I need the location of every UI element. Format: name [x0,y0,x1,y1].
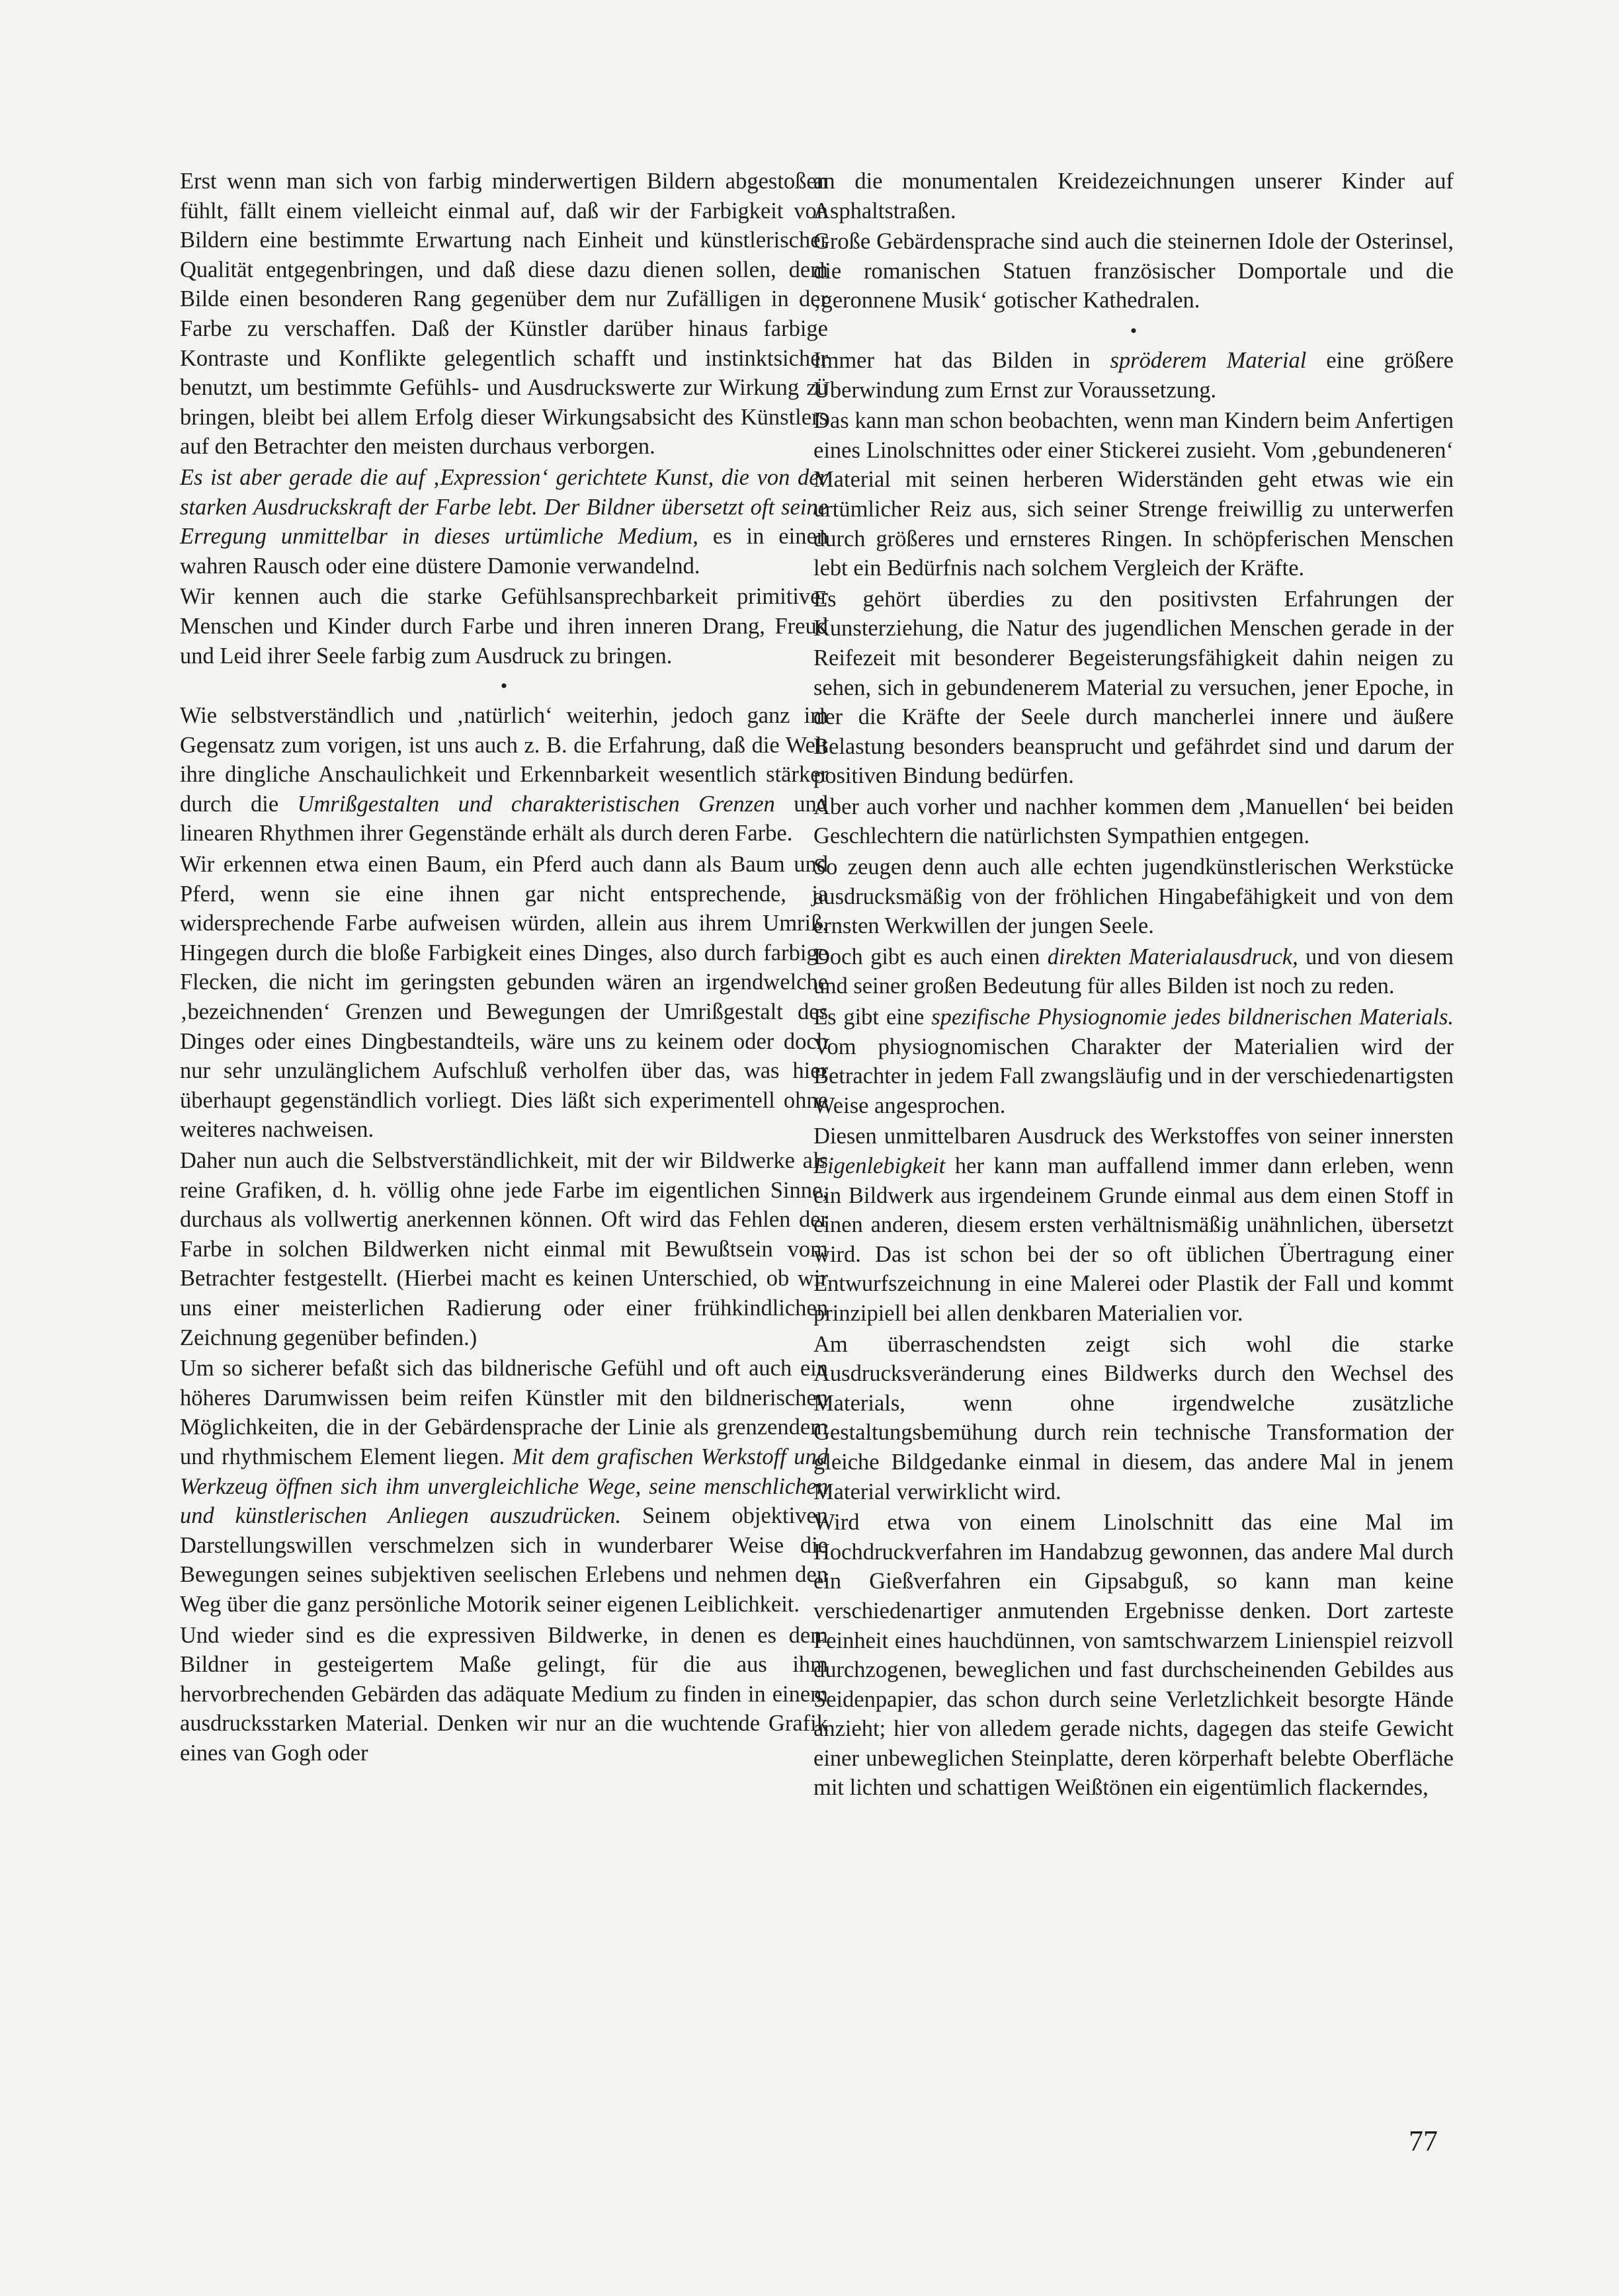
section-separator: • [1130,319,1138,342]
paragraph: an die monumentalen Kreidezeichnungen unserer Kinder auf Asphaltstraßen. [813,169,1454,224]
paragraph: Immer hat das Bilden in spröderem Material eine größere Überwindung zum Ernst zur Voraussetzung. [813,347,1454,403]
italic-text: Mit dem grafischen Werkstoff und Werkzeug öffnen sich ihm unvergleichliche Wege, seine menschlichen und künstlerischen Anliegen auszudrücken. [180,1444,828,1529]
paragraph: Daher nun auch die Selbstverständlichkeit, mit der wir Bildwerke als reine Grafiken, d. h. völlig ohne jede Farbe im eigentlichen Sinne, durchaus als vollwertig anerkennen können. Oft wird das Fehlen der Farbe in solchen Bildwerken nicht einmal mit Bewußtsein vom Betrachter festgestellt. (Hierbei macht es keinen Unterschied, ob wir uns einer meisterlichen Radierung oder einer frühkindlichen Zeichnung gegenüber befinden.) [180,1148,828,1350]
paragraph: Es ist aber gerade die auf ‚Expression‘ gerichtete Kunst, die von der starken Ausdruckskraft der Farbe lebt. Der Bildner übersetzt oft seine Erregung unmittelbar in dieses urtümliche Medium, es in einen wahren Rausch oder eine düstere Damonie verwandelnd. [180,464,829,579]
paragraph: Wir erkennen etwa einen Baum, ein Pferd auch dann als Baum und Pferd, wenn sie eine ihnen gar nicht entsprechende, ja widersprechende Farbe aufweisen würden, allein aus ihrem Umriß. Hingegen durch die bloße Farbigkeit eines Dinges, also durch farbige Flecken, die nicht im geringsten gebunden wären an irgendwelche ‚bezeichnenden‘ Grenzen und Bewegungen der Umrißgestalt des Dinges oder eines Dingbestandteils, wäre uns zu keinem oder doch nur sehr unzulänglichem Aufschluß verholfen über das, was hier überhaupt gegenständlich vorliegt. Dies läßt sich experimentell ohne weiteres nachweisen. [180,852,828,1143]
left-column [180,167,828,1769]
paragraph: Am überraschendsten zeigt sich wohl die starke Ausdrucksveränderung eines Bildwerks durch den Wechsel des Materials, wenn ohne irgendwelche zusätzliche Gestaltungsbemühung durch rein technische Transformation der gleiche Bildgedanke einmal in diesem, das andere Mal in jenem Material verwirklicht wird. [813,1331,1454,1504]
paragraph: Doch gibt es auch einen direkten Materialausdruck, und von diesem und seiner großen Bedeutung für alles Bilden ist noch zu reden. [813,944,1454,999]
italic-text: Eigenlebigkeit [813,1153,946,1178]
section-separator: • [500,675,508,698]
italic-text: Umrißgestalten und charakteristischen Grenzen [297,791,775,817]
paragraph: Aber auch vorher und nachher kommen dem ‚Manuellen‘ bei beiden Geschlechtern die natürlichsten Sympathien entgegen. [813,794,1454,849]
right-column [813,167,1454,1804]
paragraph: Es gehört überdies zu den positivsten Erfahrungen der Kunsterziehung, die Natur des jugendlichen Menschen gerade in der Reifezeit mit besonderer Begeisterungsfähigkeit dahin neigen zu sehen, sich in gebundenerem Material zu versuchen, jener Epoche, in der die Kräfte der Seele durch mancherlei innere und äußere Belastung besonders beansprucht und gefährdet sind und darum der positiven Bindung bedürfen. [813,586,1454,789]
paragraph: Das kann man schon beobachten, wenn man Kindern beim Anfertigen eines Linolschnittes oder einer Stickerei zusieht. Vom ‚gebundeneren‘ Material mit seinen herberen Widerständen geht etwas wie ein urtümlicher Reiz aus, sich seiner Strenge freiwillig zu unterwerfen durch größeres und ernsteres Ringen. In schöpferischen Menschen lebt ein Bedürfnis nach solchem Vergleich der Kräfte. [813,408,1454,581]
italic-text: direkten Materialausdruck, [1047,944,1298,969]
paragraph: Diesen unmittelbaren Ausdruck des Werkstoffes von seiner innersten Eigenlebigkeit her kann man auffallend immer dann erleben, wenn ein Bildwerk aus irgendeinem Grunde einmal aus dem einen Stoff in einen anderen, diesem ersten verhältnismäßig unähnlichen, übersetzt wird. Das ist schon bei der so oft üblichen Übertragung einer Entwurfszeichnung in eine Malerei oder Plastik der Fall und kommt prinzipiell bei allen denkbaren Materialien vor. [813,1124,1454,1326]
paragraph: So zeugen denn auch alle echten jugendkünstlerischen Werkstücke ausdrucksmäßig von der fröhlichen Hingabefähigkeit und von dem ernsten Werkwillen der jungen Seele. [813,854,1454,939]
paragraph: Es gibt eine spezifische Physiognomie jedes bildnerischen Materials. Vom physiognomischen Charakter der Materialien wird der Betrachter in jedem Fall zwangsläufig und in der verschiedenartigsten Weise angesprochen. [813,1004,1454,1118]
paragraph: Wir kennen auch die starke Gefühlsansprechbarkeit primitiver Menschen und Kinder durch Farbe und ihren inneren Drang, Freud und Leid ihrer Seele farbig zum Ausdruck zu bringen. [180,584,828,669]
italic-text: spröderem Material [1110,347,1307,373]
paragraph: Und wieder sind es die expressiven Bildwerke, in denen es dem Bildner in gesteigertem Maße gelingt, für die aus ihm hervorbrechenden Gebärden das adäquate Medium zu finden in einem ausdrucksstarken Material. Denken wir nur an die wuchtende Grafik eines van Gogh oder [180,1622,828,1766]
italic-text: spezifische Physiognomie jedes bildnerischen Materials. [931,1004,1454,1030]
paragraph: Erst wenn man sich von farbig minderwertigen Bildern abgestoßen fühlt, fällt einem vielleicht einmal auf, daß wir der Farbigkeit von Bildern eine bestimmte Erwartung nach Einheit und künstlerischer Qualität entgegenbringen, und daß diese dazu dienen sollen, dem Bilde einen besonderen Rang gegenüber dem nur Zufälligen in der Farbe zu verschaffen. Daß der Künstler darüber hinaus farbige Kontraste und Konflikte gelegentlich schafft und instinktsicher benutzt, um bestimmte Gefühls- und Ausdruckswerte zur Wirkung zu bringen, bleibt bei allem Erfolg dieser Wirkungsabsicht des Künstlers auf den Betrachter den meisten durchaus verborgen. [180,169,828,460]
page-number: 77 [1409,2125,1438,2157]
paragraph: Um so sicherer befaßt sich das bildnerische Gefühl und oft auch ein höheres Darumwissen beim reifen Künstler mit den bildnerischen Möglichkeiten, die in der Gebärdensprache der Linie als grenzendem und rhythmischem Element liegen. Mit dem grafischen Werkstoff und Werkzeug öffnen sich ihm unvergleichliche Wege, seine menschlichen und künstlerischen Anliegen auszudrücken. Seinem objektiven Darstellungswillen verschmelzen sich in wunderbarer Weise die Bewegungen seines subjektiven seelischen Erlebens und nehmen den Weg über die ganz persönliche Motorik seiner eigenen Leiblichkeit. [180,1356,828,1617]
paragraph: Große Gebärdensprache sind auch die steinernen Idole der Osterinsel, die romanischen Statuen französischer Domportale und die ‚geronnene Musik‘ gotischer Kathedralen. [813,229,1454,313]
paragraph: Wie selbstverständlich und ‚natürlich‘ weiterhin, jedoch ganz im Gegensatz zum vorigen, ist uns auch z. B. die Erfahrung, daß die Welt ihre dingliche Anschaulichkeit und Erkennbarkeit wesentlich stärker durch die Umrißgestalten und charakteristischen Grenzen und linearen Rhythmen ihrer Gegenstände erhält als durch deren Farbe. [180,703,829,846]
italic-text: Es ist aber gerade die auf ‚Expression‘ gerichtete Kunst, die von der starken Ausdruckskraft der Farbe lebt. Der Bildner übersetzt oft seine Erregung unmittelbar in dieses urtümliche Medium, [180,464,828,550]
paragraph: Wird etwa von einem Linolschnitt das eine Mal im Hochdruckverfahren im Handabzug gewonnen, das andere Mal durch ein Gießverfahren ein Gipsabguß, so kann man keine verschiedenartiger anmutenden Ergebnisse denken. Dort zarteste Feinheit eines hauchdünnen, von samtschwarzem Linienspiel reizvoll durchzogenen, beweglichen und fast durchscheinenden Gebildes aus Seidenpapier, das schon durch seine Verletzlichkeit besorgte Hände anzieht; hier von alledem gerade nichts, dagegen das steife Gewicht einer unbeweglichen Steinplatte, deren körperhaft belebte Oberfläche mit lichten und schattigen Weißtönen ein eigentümlich flackerndes, [813,1510,1454,1801]
